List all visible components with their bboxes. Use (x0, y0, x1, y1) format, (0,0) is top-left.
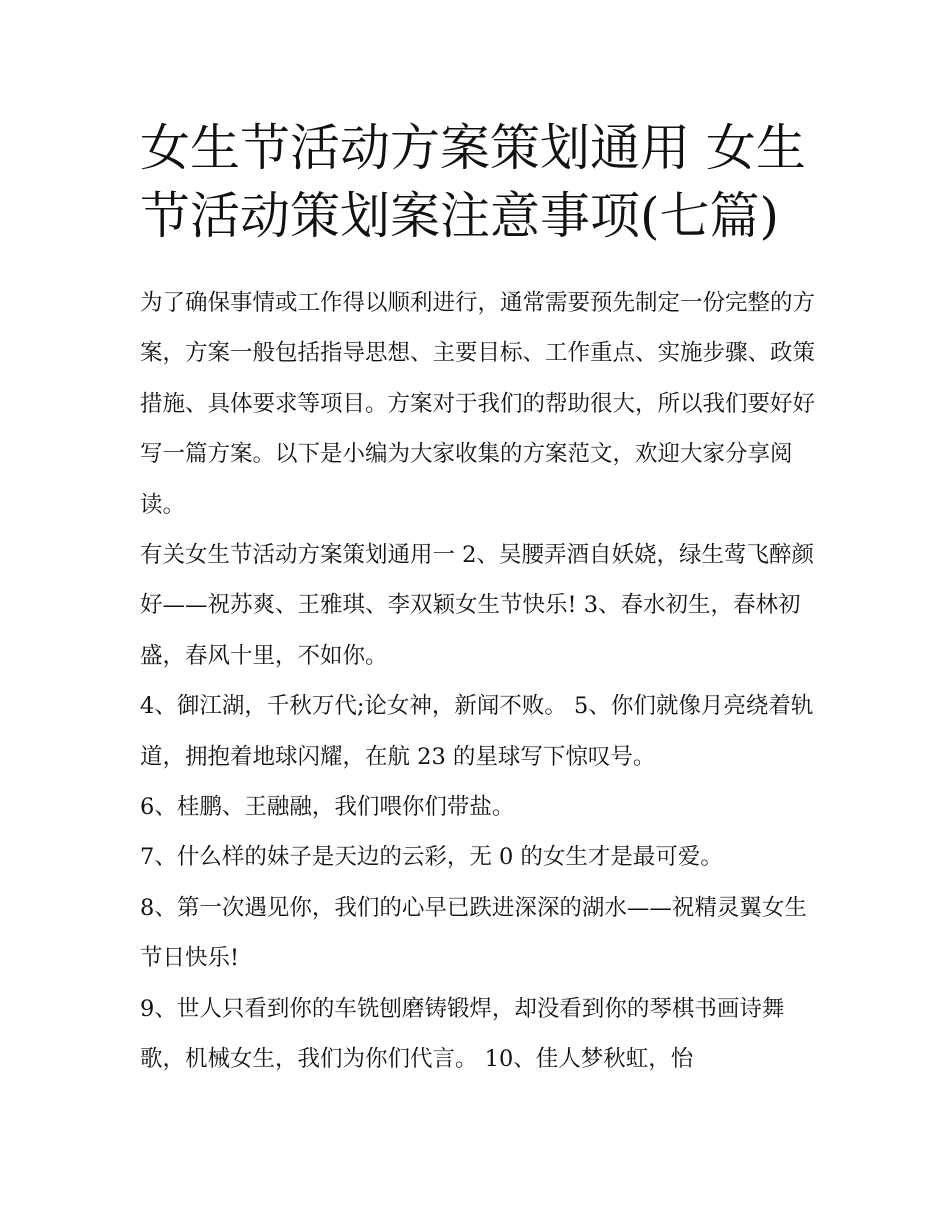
document-body (140, 278, 815, 1085)
paragraph-9-10: 9、世人只看到你的车铣刨磨铸锻焊，却没看到你的琴棋书画诗舞歌，机械女生，我们为你们代言。 10、佳人梦秋虹，怡 (140, 995, 785, 1073)
paragraph-6: 6、桂鹏、王融融，我们喂你们带盐。 (140, 794, 515, 821)
document-title: 女生节活动方案策划通用 女生节活动策划案注意事项(七篇) (140, 119, 806, 245)
paragraph-1-3: 有关女生节活动方案策划通用一 2、吴腰弄酒自妖娆，绿生莺飞醉颜好——祝苏爽、王雅琪、李双颖女生节快乐! 3、春水初生，春林初盛，春风十里，不如你。 (140, 542, 814, 669)
paragraph-7: 7、什么样的妹子是天边的云彩，无 0 的女生才是最可爱。 (140, 844, 723, 871)
paragraph-8: 8、第一次遇见你，我们的心早已跌进深深的湖水——祝精灵翼女生节日快乐! (140, 894, 807, 972)
paragraph-4-5: 4、御江湖，千秋万代;论女神，新闻不败。 5、你们就像月亮绕着轨道，拥抱着地球闪耀，在航 23 的星球写下惊叹号。 (140, 693, 814, 770)
paragraph-intro: 为了确保事情或工作得以顺利进行，通常需要预先制定一份完整的方案，方案一般包括指导思想、主要目标、工作重点、实施步骤、政策措施、具体要求等项目。方案对于我们的帮助很大，所以我们要好好写一篇方案。以下是小编为大家收集的方案范文，欢迎大家分享阅读。 (140, 290, 816, 518)
